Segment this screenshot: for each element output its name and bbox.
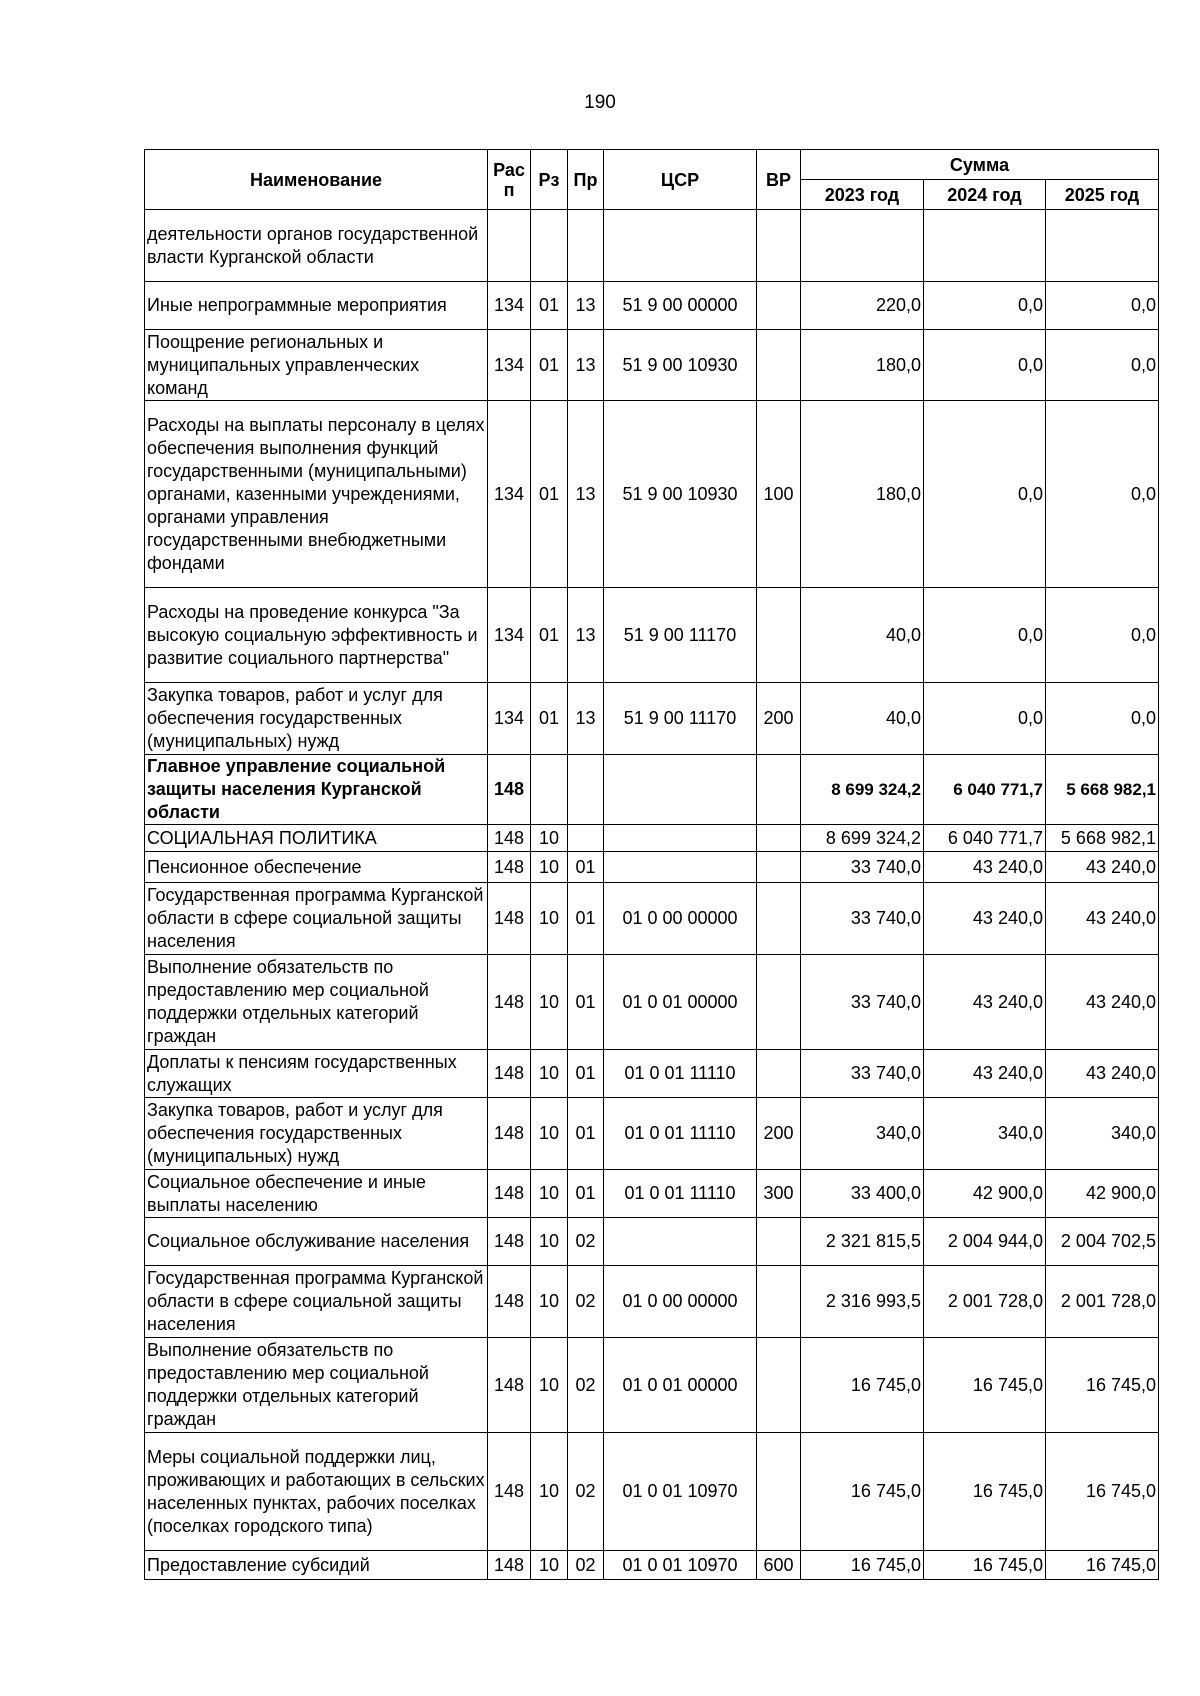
row-vr	[757, 825, 801, 852]
row-rz: 10	[531, 852, 568, 883]
row-vr: 200	[757, 683, 801, 755]
row-rasp: 134	[488, 282, 531, 330]
row-name: Государственная программа Курганской области в сфере социальной защиты населения	[145, 883, 488, 955]
row-rz: 10	[531, 1170, 568, 1218]
row-sum-2024: 16 745,0	[924, 1551, 1046, 1580]
table-body	[145, 210, 1159, 1580]
row-pr: 02	[568, 1551, 604, 1580]
table-row	[145, 1338, 1159, 1433]
row-rasp: 148	[488, 1098, 531, 1170]
header-vr: ВР	[757, 150, 801, 210]
row-sum-2025: 0,0	[1046, 401, 1159, 588]
table-row	[145, 883, 1159, 955]
row-csr	[604, 1218, 757, 1266]
row-pr	[568, 210, 604, 282]
row-vr	[757, 282, 801, 330]
row-rz: 10	[531, 1433, 568, 1551]
row-sum-2023: 2 321 815,5	[801, 1218, 924, 1266]
row-csr: 01 0 01 00000	[604, 955, 757, 1050]
row-rz: 10	[531, 955, 568, 1050]
row-sum-2024: 42 900,0	[924, 1170, 1046, 1218]
row-sum-2023: 16 745,0	[801, 1551, 924, 1580]
row-vr	[757, 955, 801, 1050]
row-name: Социальное обслуживание населения	[145, 1218, 488, 1266]
header-summa: Сумма	[801, 150, 1159, 180]
row-csr	[604, 852, 757, 883]
row-sum-2024: 6 040 771,7	[924, 825, 1046, 852]
header-year-2023: 2023 год	[801, 180, 924, 210]
row-csr: 51 9 00 11170	[604, 683, 757, 755]
header-year-2024: 2024 год	[924, 180, 1046, 210]
row-rz: 01	[531, 588, 568, 683]
row-pr: 13	[568, 401, 604, 588]
row-sum-2025: 2 004 702,5	[1046, 1218, 1159, 1266]
row-vr	[757, 1218, 801, 1266]
table-row	[145, 955, 1159, 1050]
row-sum-2025: 2 001 728,0	[1046, 1266, 1159, 1338]
table-row	[145, 588, 1159, 683]
table-row	[145, 1433, 1159, 1551]
row-sum-2024: 2 001 728,0	[924, 1266, 1046, 1338]
row-rz: 10	[531, 1218, 568, 1266]
row-pr: 13	[568, 683, 604, 755]
header-csr: ЦСР	[604, 150, 757, 210]
row-vr	[757, 1338, 801, 1433]
row-vr	[757, 330, 801, 401]
row-sum-2025	[1046, 210, 1159, 282]
table-row	[145, 755, 1159, 825]
row-sum-2024: 43 240,0	[924, 955, 1046, 1050]
row-csr: 01 0 00 00000	[604, 1266, 757, 1338]
row-sum-2023: 8 699 324,2	[801, 755, 924, 825]
row-pr: 01	[568, 852, 604, 883]
row-pr: 02	[568, 1433, 604, 1551]
budget-table	[144, 149, 1159, 1580]
header-pr: Пр	[568, 150, 604, 210]
row-rz: 01	[531, 401, 568, 588]
row-csr	[604, 210, 757, 282]
row-vr: 200	[757, 1098, 801, 1170]
row-sum-2024: 0,0	[924, 282, 1046, 330]
row-sum-2024: 0,0	[924, 401, 1046, 588]
row-name: СОЦИАЛЬНАЯ ПОЛИТИКА	[145, 825, 488, 852]
page-number: 190	[584, 92, 616, 113]
row-csr: 01 0 01 10970	[604, 1551, 757, 1580]
row-name: Расходы на выплаты персоналу в целях обеспечения выполнения функций государственными (муниципальными) органами, казенными учреждениями, органами управления государственными внебюджетными фондами	[145, 401, 488, 588]
row-rz	[531, 755, 568, 825]
row-pr	[568, 825, 604, 852]
row-rasp: 148	[488, 1433, 531, 1551]
row-pr: 01	[568, 955, 604, 1050]
row-pr: 02	[568, 1218, 604, 1266]
row-sum-2023: 33 740,0	[801, 883, 924, 955]
row-pr: 02	[568, 1266, 604, 1338]
row-name: Меры социальной поддержки лиц, проживающих и работающих в сельских населенных пунктах, рабочих поселках (поселках городского типа)	[145, 1433, 488, 1551]
row-csr: 51 9 00 11170	[604, 588, 757, 683]
row-name: Закупка товаров, работ и услуг для обеспечения государственных (муниципальных) нужд	[145, 683, 488, 755]
row-name: Пенсионное обеспечение	[145, 852, 488, 883]
row-name: Поощрение региональных и муниципальных управленческих команд	[145, 330, 488, 401]
row-rz: 01	[531, 282, 568, 330]
row-rasp: 134	[488, 683, 531, 755]
row-sum-2023: 220,0	[801, 282, 924, 330]
row-rz: 01	[531, 330, 568, 401]
table-row	[145, 1170, 1159, 1218]
row-sum-2024: 0,0	[924, 330, 1046, 401]
row-name: Государственная программа Курганской области в сфере социальной защиты населения	[145, 1266, 488, 1338]
row-sum-2024: 43 240,0	[924, 852, 1046, 883]
row-rz: 10	[531, 1050, 568, 1098]
row-csr: 51 9 00 00000	[604, 282, 757, 330]
row-rasp: 148	[488, 755, 531, 825]
row-vr: 300	[757, 1170, 801, 1218]
row-sum-2025: 42 900,0	[1046, 1170, 1159, 1218]
row-sum-2023: 16 745,0	[801, 1433, 924, 1551]
row-rasp: 134	[488, 588, 531, 683]
row-sum-2025: 0,0	[1046, 330, 1159, 401]
row-rz: 10	[531, 1338, 568, 1433]
table-row	[145, 1050, 1159, 1098]
row-rasp: 148	[488, 1050, 531, 1098]
row-csr	[604, 755, 757, 825]
row-csr: 01 0 01 00000	[604, 1338, 757, 1433]
table-row	[145, 282, 1159, 330]
table-row	[145, 1551, 1159, 1580]
table-row	[145, 1098, 1159, 1170]
row-sum-2023: 33 740,0	[801, 852, 924, 883]
row-csr: 01 0 01 11110	[604, 1098, 757, 1170]
row-vr	[757, 1050, 801, 1098]
row-vr	[757, 755, 801, 825]
row-rz: 10	[531, 1098, 568, 1170]
row-pr: 13	[568, 330, 604, 401]
row-sum-2024: 0,0	[924, 588, 1046, 683]
row-sum-2025: 0,0	[1046, 282, 1159, 330]
row-sum-2023: 180,0	[801, 401, 924, 588]
row-rasp: 148	[488, 1338, 531, 1433]
row-pr: 13	[568, 588, 604, 683]
row-name: Выполнение обязательств по предоставлению мер социальной поддержки отдельных категорий граждан	[145, 955, 488, 1050]
row-name: Иные непрограммные мероприятия	[145, 282, 488, 330]
row-sum-2025: 43 240,0	[1046, 955, 1159, 1050]
row-rasp: 134	[488, 330, 531, 401]
table-row	[145, 210, 1159, 282]
row-vr	[757, 1433, 801, 1551]
row-sum-2023: 33 740,0	[801, 1050, 924, 1098]
row-sum-2024: 2 004 944,0	[924, 1218, 1046, 1266]
row-rasp: 148	[488, 1551, 531, 1580]
table-row	[145, 1266, 1159, 1338]
row-rasp: 148	[488, 1170, 531, 1218]
row-rz: 01	[531, 683, 568, 755]
row-pr: 02	[568, 1338, 604, 1433]
row-rasp: 148	[488, 825, 531, 852]
row-pr: 01	[568, 1170, 604, 1218]
row-sum-2025: 5 668 982,1	[1046, 825, 1159, 852]
row-sum-2024: 43 240,0	[924, 883, 1046, 955]
row-rasp: 148	[488, 1218, 531, 1266]
row-csr: 01 0 00 00000	[604, 883, 757, 955]
header-rasp: Рас п	[488, 150, 531, 210]
row-csr: 01 0 01 11110	[604, 1050, 757, 1098]
row-sum-2024: 6 040 771,7	[924, 755, 1046, 825]
row-sum-2025: 43 240,0	[1046, 852, 1159, 883]
row-sum-2024: 0,0	[924, 683, 1046, 755]
row-sum-2024: 340,0	[924, 1098, 1046, 1170]
row-sum-2023: 33 740,0	[801, 955, 924, 1050]
row-sum-2025: 5 668 982,1	[1046, 755, 1159, 825]
row-vr: 600	[757, 1551, 801, 1580]
row-sum-2023: 180,0	[801, 330, 924, 401]
row-name: Выполнение обязательств по предоставлению мер социальной поддержки отдельных категорий граждан	[145, 1338, 488, 1433]
row-csr: 51 9 00 10930	[604, 330, 757, 401]
row-name: Закупка товаров, работ и услуг для обеспечения государственных (муниципальных) нужд	[145, 1098, 488, 1170]
row-rasp: 134	[488, 401, 531, 588]
row-vr	[757, 883, 801, 955]
row-vr: 100	[757, 401, 801, 588]
row-sum-2023: 8 699 324,2	[801, 825, 924, 852]
row-csr: 51 9 00 10930	[604, 401, 757, 588]
row-csr: 01 0 01 11110	[604, 1170, 757, 1218]
row-pr: 01	[568, 1098, 604, 1170]
row-pr: 01	[568, 883, 604, 955]
row-pr	[568, 755, 604, 825]
row-sum-2025: 340,0	[1046, 1098, 1159, 1170]
row-rasp	[488, 210, 531, 282]
row-sum-2025: 16 745,0	[1046, 1551, 1159, 1580]
table-row	[145, 852, 1159, 883]
row-rz	[531, 210, 568, 282]
row-sum-2024: 16 745,0	[924, 1433, 1046, 1551]
row-rz: 10	[531, 1551, 568, 1580]
row-rasp: 148	[488, 852, 531, 883]
row-sum-2023	[801, 210, 924, 282]
row-sum-2025: 43 240,0	[1046, 883, 1159, 955]
row-rasp: 148	[488, 955, 531, 1050]
row-rz: 10	[531, 825, 568, 852]
header-year-2025: 2025 год	[1046, 180, 1159, 210]
row-sum-2023: 33 400,0	[801, 1170, 924, 1218]
row-name: Социальное обеспечение и иные выплаты населению	[145, 1170, 488, 1218]
row-pr: 13	[568, 282, 604, 330]
row-sum-2025: 0,0	[1046, 588, 1159, 683]
row-rz: 10	[531, 883, 568, 955]
row-name: деятельности органов государственной власти Курганской области	[145, 210, 488, 282]
header-rz: Рз	[531, 150, 568, 210]
row-sum-2025: 16 745,0	[1046, 1433, 1159, 1551]
row-name: Предоставление субсидий	[145, 1551, 488, 1580]
table-row	[145, 1218, 1159, 1266]
row-sum-2025: 16 745,0	[1046, 1338, 1159, 1433]
row-sum-2024: 16 745,0	[924, 1338, 1046, 1433]
row-rasp: 148	[488, 883, 531, 955]
row-vr	[757, 210, 801, 282]
row-csr	[604, 825, 757, 852]
row-sum-2024: 43 240,0	[924, 1050, 1046, 1098]
row-name: Расходы на проведение конкурса "За высокую социальную эффективность и развитие социального партнерства"	[145, 588, 488, 683]
table-row	[145, 401, 1159, 588]
row-sum-2023: 40,0	[801, 588, 924, 683]
row-sum-2024	[924, 210, 1046, 282]
row-name: Главное управление социальной защиты населения Курганской области	[145, 755, 488, 825]
row-sum-2023: 2 316 993,5	[801, 1266, 924, 1338]
row-csr: 01 0 01 10970	[604, 1433, 757, 1551]
row-sum-2023: 340,0	[801, 1098, 924, 1170]
row-vr	[757, 852, 801, 883]
row-rasp: 148	[488, 1266, 531, 1338]
row-sum-2025: 0,0	[1046, 683, 1159, 755]
row-rz: 10	[531, 1266, 568, 1338]
row-sum-2023: 40,0	[801, 683, 924, 755]
row-sum-2025: 43 240,0	[1046, 1050, 1159, 1098]
row-name: Доплаты к пенсиям государственных служащих	[145, 1050, 488, 1098]
table-row	[145, 683, 1159, 755]
header-name: Наименование	[145, 150, 488, 210]
row-sum-2023: 16 745,0	[801, 1338, 924, 1433]
row-pr: 01	[568, 1050, 604, 1098]
row-vr	[757, 1266, 801, 1338]
table-row	[145, 825, 1159, 852]
table-row	[145, 330, 1159, 401]
row-vr	[757, 588, 801, 683]
